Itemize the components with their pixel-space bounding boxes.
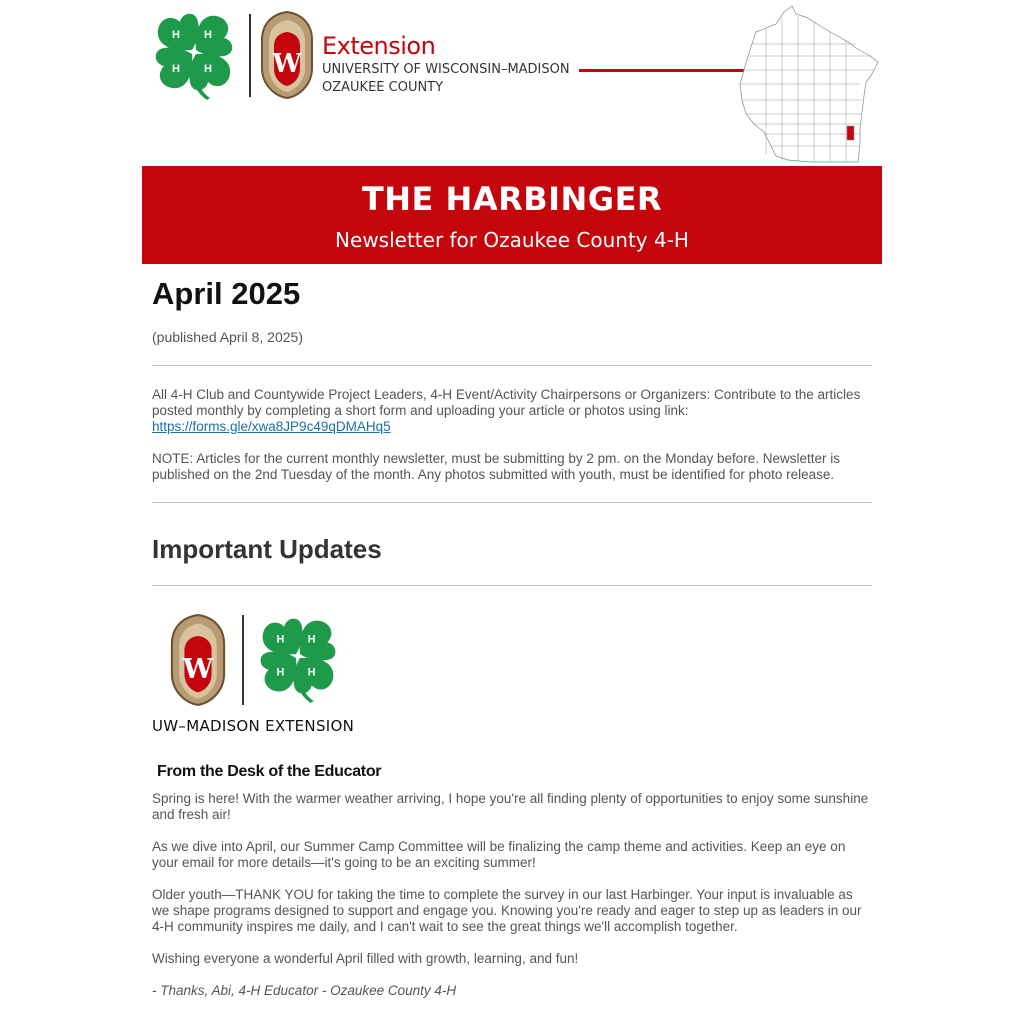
divider — [152, 365, 872, 366]
banner-subtitle: Newsletter for Ozaukee County 4-H — [335, 228, 689, 252]
newsletter-banner — [142, 166, 882, 264]
educator-paragraph: Wishing everyone a wonderful April filled with growth, learning, and fun! — [152, 951, 579, 966]
contribute-text: All 4-H Club and Countywide Project Leaders, 4-H Event/Activity Chairpersons or Organizers: Contribute to the articles posted monthly by completing a short form and uploading your article or photos using link: — [152, 387, 861, 418]
uw-crest-icon — [167, 613, 229, 707]
note-paragraph: NOTE: Articles for the current monthly newsletter, must be submitting by 2 pm. on the Monday before. Newsletter is published on the 2nd Tuesday of the month. Any photos submitted with youth, must be identified for photo release. — [152, 451, 841, 482]
educator-paragraph: As we dive into April, our Summer Camp Committee will be finalizing the camp theme and activities. Keep an eye on your email for more details—it's going to be an exciting summer! — [152, 839, 846, 870]
divider — [152, 585, 872, 586]
submission-form-link[interactable]: https://forms.gle/xwa8JP9c49qDMAHq5 — [152, 419, 391, 434]
university-label: UNIVERSITY OF WISCONSIN–MADISON — [322, 62, 570, 77]
uw-madison-extension-logo — [152, 613, 362, 735]
4h-clover-logo — [152, 10, 236, 100]
educator-paragraph: Older youth—THANK YOU for taking the time to complete the survey in our last Harbinger. Your input is invaluable as we shape programs designed to support and engage you. Knowing you're ready and eager to step up as leaders in our 4-H community inspires me daily, and I can't wait to see the great things we'll accomplish together. — [152, 887, 862, 934]
newsletter-header — [142, 0, 882, 165]
svg-text:H: H — [204, 29, 212, 41]
svg-text:H: H — [276, 633, 285, 646]
4h-clover-icon — [256, 615, 340, 703]
divider — [152, 502, 872, 503]
svg-text:H: H — [172, 63, 180, 75]
extension-label: Extension — [322, 32, 436, 60]
banner-title: THE HARBINGER — [361, 180, 663, 218]
logo-divider — [242, 615, 244, 705]
svg-text:H: H — [307, 633, 316, 646]
published-date: (published April 8, 2025) — [152, 329, 303, 345]
header-divider — [249, 14, 251, 97]
wisconsin-county-map — [736, 4, 882, 164]
svg-text:W: W — [182, 653, 214, 685]
logo-caption: UW–MADISON EXTENSION — [152, 717, 355, 735]
county-label: OZAUKEE COUNTY — [322, 80, 444, 95]
svg-text:H: H — [172, 29, 180, 41]
issue-title: April 2025 — [152, 276, 301, 311]
contribute-paragraph — [152, 387, 872, 435]
educator-paragraph: Spring is here! With the warmer weather arriving, I hope you're all finding plenty of opportunities to enjoy some sunshine and fresh air! — [152, 791, 869, 822]
section-heading-important-updates: Important Updates — [152, 534, 382, 564]
newsletter-content — [152, 272, 872, 999]
svg-text:W: W — [272, 49, 302, 79]
educator-signature: - Thanks, Abi, 4-H Educator - Ozaukee County 4-H — [152, 983, 457, 998]
header-red-rule — [579, 69, 749, 72]
desk-of-educator-title: From the Desk of the Educator — [157, 763, 382, 780]
svg-text:H: H — [276, 666, 285, 679]
svg-text:H: H — [307, 666, 316, 679]
svg-text:H: H — [204, 63, 212, 75]
newsletter — [142, 0, 882, 1024]
uw-crest-logo — [258, 10, 316, 100]
